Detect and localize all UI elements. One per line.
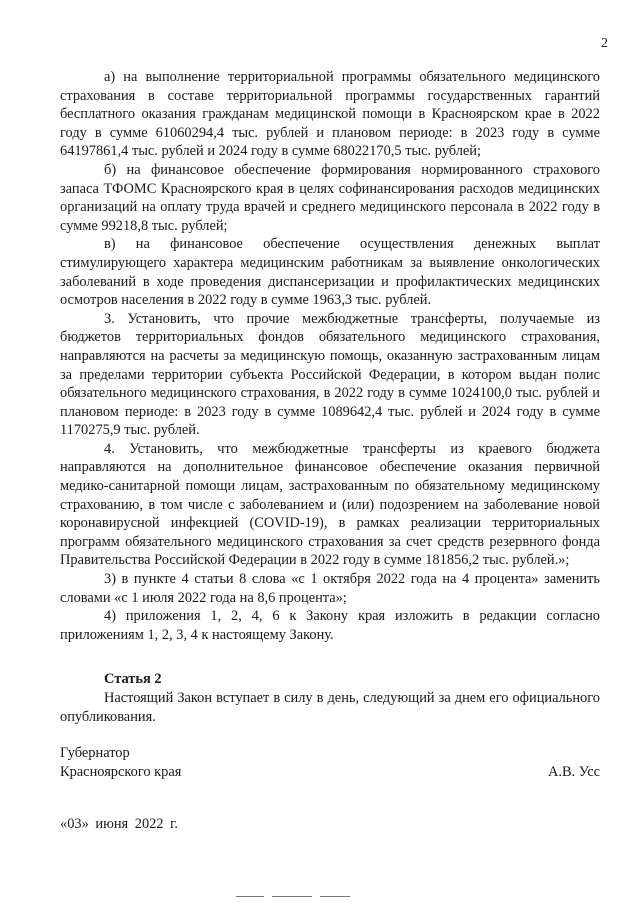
signer-name: А.В. Усс xyxy=(547,764,600,780)
amendment-3: 3) в пункте 4 статьи 8 слова «с 1 октября 2022 года на 4 процента» заменить словами «с 1 июля 2022 года на 8,6 процента»; xyxy=(60,571,600,606)
signer-position: Губернатор xyxy=(60,745,130,761)
signature-row xyxy=(60,763,600,782)
document-body xyxy=(60,68,600,726)
paragraph-a: а) на выполнение территориальной программы обязательного медицинского страхования в составе территориальной программы государственных гарантий бесплатного оказания гражданам медицинской помощи в Красноярском крае в 2022 году в сумме 61060294,4 тыс. рублей и плановом периоде: в 2023 году в сумме 64197861,4 тыс. рублей и 2024 году в сумме 68022170,5 тыс. рублей; xyxy=(60,69,600,160)
paragraph-v: в) на финансовое обеспечение осуществления денежных выплат стимулирующего характера медицинским работникам за выявление онкологических заболеваний в ходе проведения диспансеризации и профилактических медицинских осмотров населения в 2022 году в сумме 1963,3 тыс. рублей. xyxy=(60,236,600,309)
article-title: Статья 2 xyxy=(104,671,162,688)
footer-line xyxy=(236,896,264,897)
footer-line xyxy=(320,896,350,897)
signature-block xyxy=(60,744,600,782)
page-number: 2 xyxy=(601,36,608,51)
paragraph-b: б) на финансовое обеспечение формирования нормированного страхового запаса ТФОМС Красноярского края в целях софинансирования расходов медицинских организаций на оплату труда врачей и среднего медицинского персонала в 2022 году в сумме 99218,8 тыс. рублей; xyxy=(60,161,600,234)
footer-marks xyxy=(236,896,350,897)
paragraph-4: 4. Установить, что межбюджетные трансферты из краевого бюджета направляются на дополнительное финансовое обеспечение оказания первичной медико-санитарной помощи лицам, застрахованным по обязательному медицинскому страхованию, в том числе с заболеванием и (или) подозрением на заболевание новой коронавирусной инфекцией (COVID-19), в рамках реализации территориальных программ обязательного медицинского страхования за счет средств резервного фонда Правительства Российской Федерации в 2022 году в сумме 181856,2 тыс. рублей.»; xyxy=(60,440,600,569)
footer-line xyxy=(272,896,312,897)
document-date: «03» июня 2022 г. xyxy=(60,816,179,832)
signer-region: Красноярского края xyxy=(60,764,182,780)
article-text: Настоящий Закон вступает в силу в день, следующий за днем его официального опубликования. xyxy=(60,690,600,725)
amendment-4: 4) приложения 1, 2, 4, 6 к Закону края изложить в редакции согласно приложениям 1, 2, 3, 4 к настоящему Закону. xyxy=(60,608,600,643)
paragraph-3: 3. Установить, что прочие межбюджетные трансферты, получаемые из бюджетов территориальных фондов обязательного медицинского страхования, направляются на расчеты за медицинскую помощь, оказанную застрахованным лицам за пределами территории субъекта Российской Федерации, в котором выдан полис обязательного медицинского страхования, в 2022 году в сумме 1024100,0 тыс. рублей и плановом периоде: в 2023 году в сумме 1089642,4 тыс. рублей и 2024 году в сумме 1170275,9 тыс. рублей. xyxy=(60,310,600,439)
